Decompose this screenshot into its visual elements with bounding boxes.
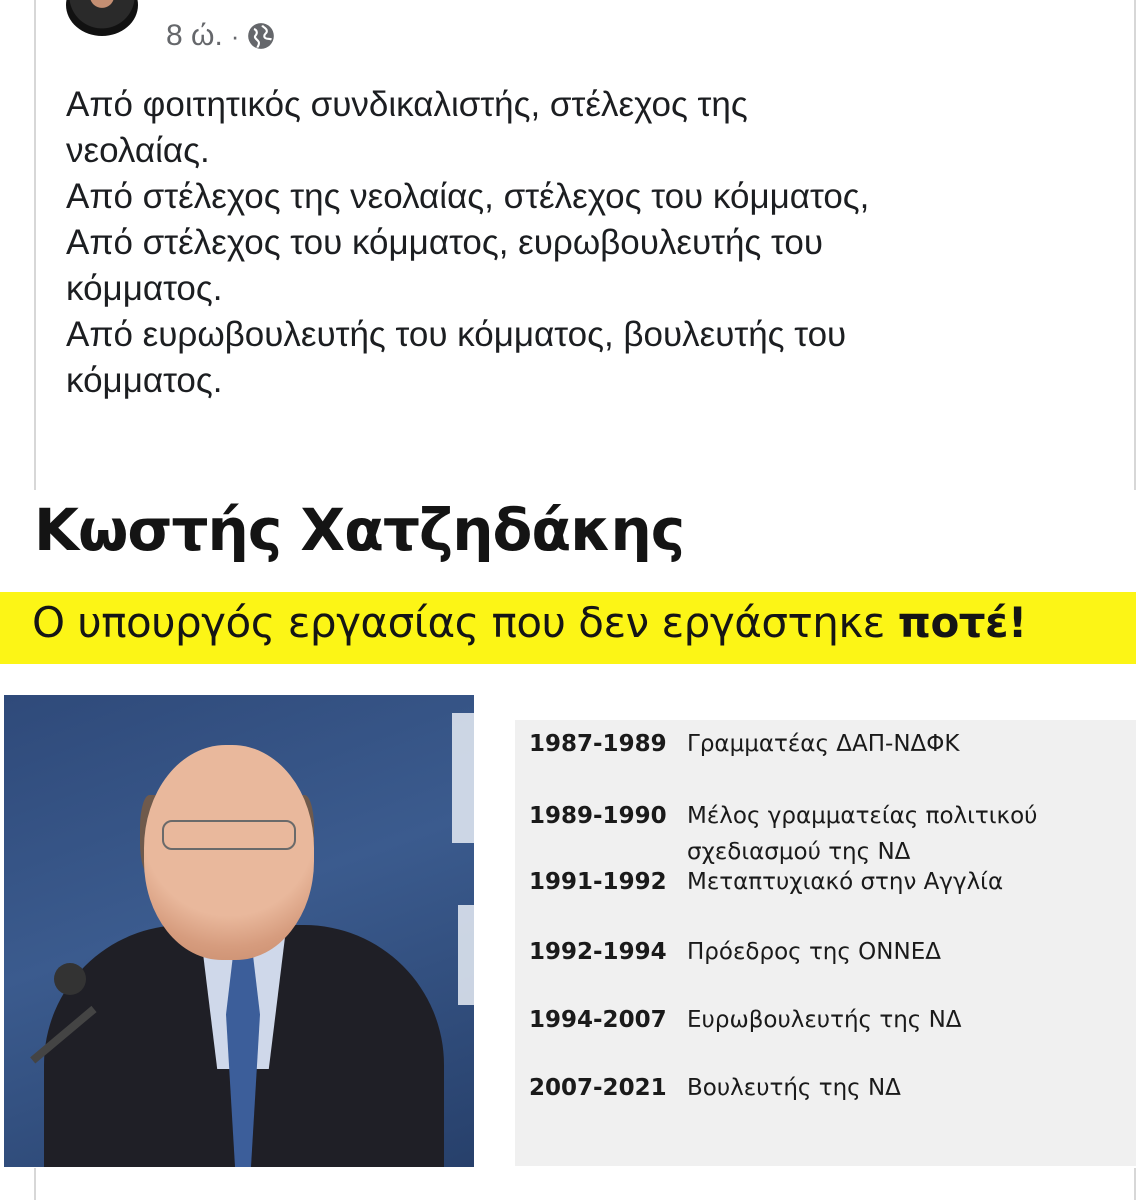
portrait-glasses (162, 820, 296, 850)
timeline-years: 1991-1992 (529, 869, 667, 895)
post-line: κόμματος. (66, 269, 223, 308)
timeline-years: 1987-1989 (529, 731, 667, 757)
timeline-desc: Βουλευτής της ΝΔ (687, 1075, 901, 1101)
photo-background-element (458, 905, 474, 1005)
microphone-icon (54, 963, 86, 995)
post-line: Από στέλεχος του κόμματος, ευρωβουλευτής του (66, 223, 823, 262)
timeline-row (529, 1070, 901, 1106)
timeline-years: 1994-2007 (529, 1007, 667, 1033)
banner-text-bold: ποτέ! (897, 598, 1027, 647)
photo-background-element (452, 713, 474, 843)
post-card-border-left-bottom (34, 1168, 36, 1200)
post-timestamp[interactable]: 8 ώ. (166, 19, 223, 52)
portrait-photo (4, 695, 474, 1167)
image-banner (0, 592, 1136, 664)
globe-icon[interactable] (247, 22, 275, 50)
timeline-desc: σχεδιασμού της ΝΔ (687, 839, 911, 865)
post-meta (166, 16, 275, 56)
timeline-desc: Γραμματέας ΔΑΠ-ΝΔΦΚ (687, 731, 960, 757)
post-line: νεολαίας. (66, 131, 210, 170)
timeline-row (529, 726, 959, 762)
banner-text (32, 598, 1027, 647)
timeline-row (529, 798, 1037, 870)
post-line: Από στέλεχος της νεολαίας, στέλεχος του κόμματος, (66, 177, 870, 216)
avatar[interactable] (66, 0, 138, 36)
post-image[interactable] (0, 490, 1136, 1168)
image-title: Κωστής Χατζηδάκης (34, 496, 685, 564)
timeline-years: 1992-1994 (529, 939, 667, 965)
timeline-desc: Πρόεδρος της ΟΝΝΕΔ (687, 939, 941, 965)
career-timeline (515, 720, 1136, 1166)
timeline-row (529, 864, 1003, 900)
post-body (66, 82, 1106, 404)
timeline-row (529, 1002, 962, 1038)
timeline-years: 2007-2021 (529, 1075, 667, 1101)
timeline-desc: Μεταπτυχιακό στην Αγγλία (687, 869, 1004, 895)
timeline-years: 1989-1990 (529, 803, 667, 829)
post-line: Από φοιτητικός συνδικαλιστής, στέλεχος της (66, 85, 748, 124)
meta-separator: · (230, 20, 240, 51)
timeline-desc: Ευρωβουλευτής της ΝΔ (687, 1007, 962, 1033)
portrait-face (144, 745, 314, 960)
timeline-desc: Μέλος γραμματείας πολιτικού (687, 803, 1038, 829)
post-card-border-left (34, 0, 36, 490)
timeline-desc-group (687, 798, 1037, 870)
timeline-row (529, 934, 941, 970)
post-line: Από ευρωβουλευτής του κόμματος, βουλευτής του (66, 315, 847, 354)
post-line: κόμματος. (66, 361, 223, 400)
banner-text-regular: Ο υπουργός εργασίας που δεν εργάστηκε (32, 598, 898, 647)
